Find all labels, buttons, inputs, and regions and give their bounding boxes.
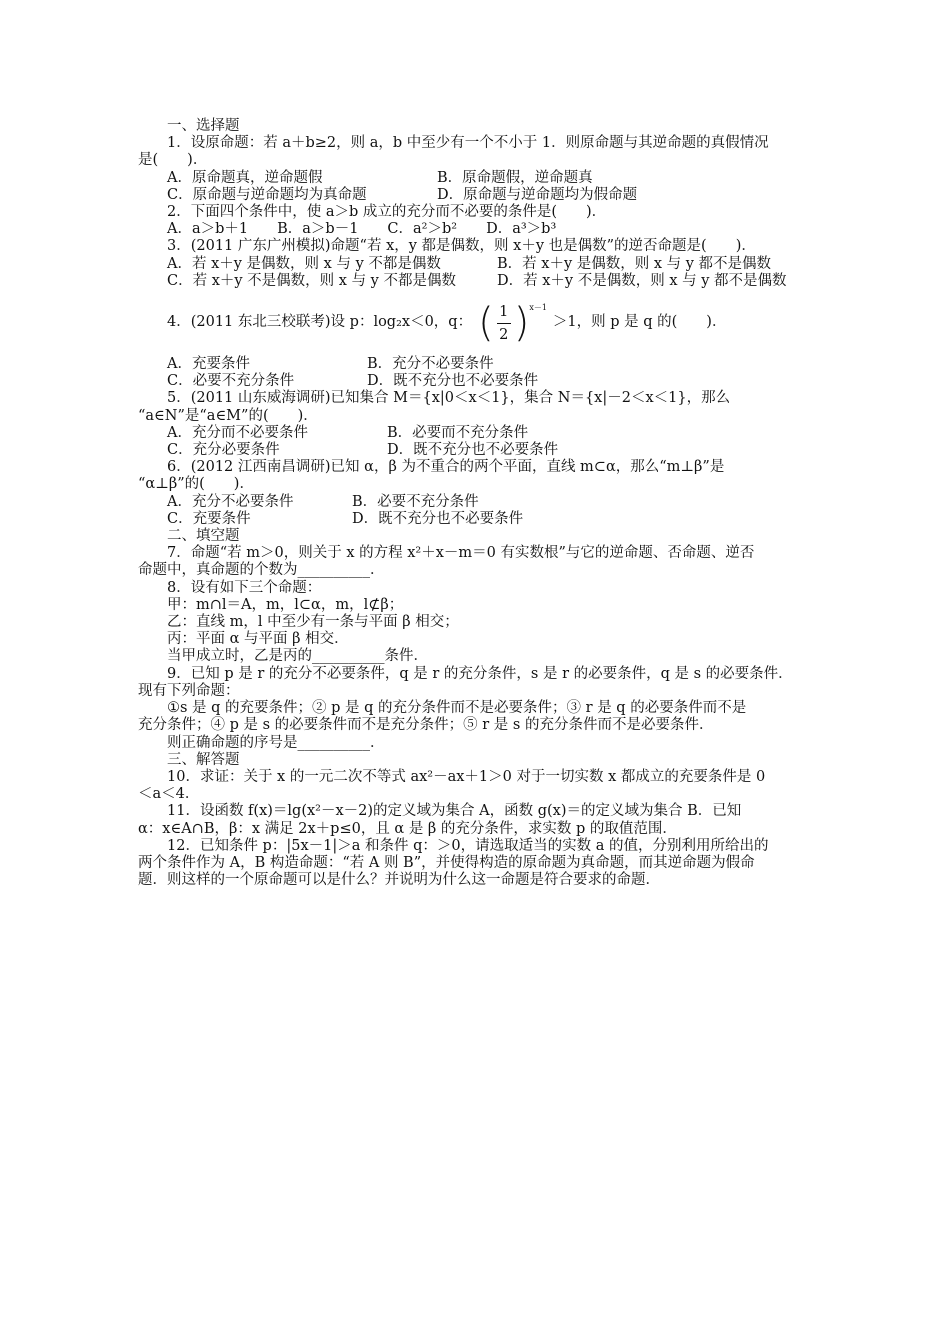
option-d: D．既不充分也不必要条件 [352, 510, 524, 527]
question-9-line-2: 现有下列命题： [138, 682, 240, 699]
question-4-prefix: 4．(2011 东北三校联考)设 p：log₂x＜0，q： [167, 314, 473, 331]
option-c: C．必要不充分条件 [167, 373, 295, 390]
fraction-one-half [497, 303, 511, 344]
question-8: 8．设有如下三个命题： [167, 579, 322, 596]
option-a: A．原命题真，逆命题假 [167, 169, 323, 186]
question-6-line-2: “α⊥β”的( )． [138, 476, 254, 493]
half-power-expression [478, 299, 547, 346]
question-12-line-2: 两个条件作为 A，B 构造命题：“若 A 则 B”，并使得构造的原命题为真命题，而其逆命题为假命 [138, 854, 755, 871]
option-a: A．充分而不必要条件 [167, 424, 308, 441]
option-d: D．原命题与逆命题均为假命题 [437, 186, 638, 203]
option-a: A．充要条件 [167, 356, 250, 373]
option-b: B．充分不必要条件 [367, 356, 494, 373]
question-4-options-row-1 [138, 356, 818, 373]
question-11-line-2: α：x∈A∩B，β：x 满足 2x＋p≤0，且 α 是 β 的充分条件，求实数 p 的取值范围． [138, 820, 677, 837]
option-d: D．既不充分也不必要条件 [387, 442, 559, 459]
fraction-bar [497, 323, 511, 324]
left-paren: ( [478, 299, 494, 346]
question-4 [138, 292, 818, 354]
question-4-suffix: ＞1，则 p 是 q 的( )． [552, 314, 727, 331]
question-12-line-3: 题．则这样的一个原命题可以是什么？并说明为什么这一命题是符合要求的命题． [138, 872, 660, 889]
option-d: D．若 x＋y 不是偶数，则 x 与 y 都不是偶数 [497, 272, 787, 289]
option-c: C．原命题与逆命题均为真命题 [167, 186, 367, 203]
fraction-numerator: 1 [499, 303, 509, 320]
question-10-line-1: 10．求证：关于 x 的一元二次不等式 ax²－ax＋1＞0 对于一切实数 x 都成立的充要条件是 0 [167, 768, 766, 785]
question-6-options-row-2 [138, 511, 818, 528]
option-a: A．充分不必要条件 [167, 493, 294, 510]
question-2: 2．下面四个条件中，使 a＞b 成立的充分而不必要的条件是( )． [167, 204, 607, 221]
question-9-line-4: 充分条件；④ p 是 s 的必要条件而不是充分条件；⑤ r 是 s 的充分条件而不是必要条件． [138, 717, 714, 734]
question-7-line-1: 7．命题“若 m＞0，则关于 x 的方程 x²＋x－m＝0 有实数根”与它的逆命题、否命题、逆否 [167, 545, 755, 562]
question-1-options-row-2 [138, 187, 818, 204]
worksheet [138, 118, 818, 889]
question-8-statement-bing: 丙：平面 α 与平面 β 相交． [167, 631, 349, 648]
option-b: B．原命题假，逆命题真 [437, 169, 593, 186]
question-9-line-5: 则正确命题的序号是__________． [167, 734, 385, 751]
option-b: B．若 x＋y 是偶数，则 x 与 y 都不是偶数 [497, 255, 772, 272]
question-11-line-1: 11．设函数 f(x)＝lg(x²－x－2)的定义域为集合 A，函数 g(x)＝的定义域为集合 B．已知 [167, 803, 742, 820]
question-5-line-1: 5．(2011 山东威海调研)已知集合 M＝{x|0＜x＜1}，集合 N＝{x|－2＜x＜1}，那么 [167, 390, 731, 407]
question-1-line-2: 是( )． [138, 152, 208, 169]
question-6-line-1: 6．(2012 江西南昌调研)已知 α，β 为不重合的两个平面，直线 m⊂α，那么“m⊥β”是 [167, 459, 725, 476]
option-c: C．若 x＋y 不是偶数，则 x 与 y 不都是偶数 [167, 272, 456, 289]
section-heading-fill: 二、填空题 [167, 528, 240, 545]
question-3-options-row-1 [138, 256, 818, 273]
question-9-line-3: ①s 是 q 的充要条件；② p 是 q 的充分条件而不是必要条件；③ r 是 q 的必要条件而不是 [167, 700, 747, 717]
section-heading-solve: 三、解答题 [167, 751, 240, 768]
option-b: B．必要而不充分条件 [387, 424, 529, 441]
option-c: C．充分必要条件 [167, 442, 280, 459]
option-b: B．必要不充分条件 [352, 493, 479, 510]
question-10-line-2: ＜a＜4． [138, 786, 200, 803]
question-5-line-2: “a∈N”是“a∈M”的( )． [138, 407, 318, 424]
fraction-denominator: 2 [499, 326, 509, 343]
question-5-options-row-2 [138, 442, 818, 459]
question-3-options-row-2 [138, 273, 818, 290]
question-5-options-row-1 [138, 425, 818, 442]
question-1-options-row-1 [138, 170, 818, 187]
question-2-options: A．a＞b＋1 B．a＞b－1 C．a²＞b² D．a³＞b³ [167, 221, 557, 238]
option-c: C．充要条件 [167, 510, 251, 527]
question-8-prompt: 当甲成立时，乙是丙的__________条件． [167, 648, 428, 665]
question-3: 3．(2011 广东广州模拟)命题“若 x，y 都是偶数，则 x＋y 也是偶数”的逆否命题是( )． [167, 238, 756, 255]
question-9-line-1: 9．已知 p 是 r 的充分不必要条件，q 是 r 的充分条件，s 是 r 的必要条件，q 是 s 的必要条件． [167, 665, 793, 682]
question-1-line-1: 1．设原命题：若 a＋b≥2，则 a，b 中至少有一个不小于 1．则原命题与其逆命题的真假情况 [167, 135, 769, 152]
exponent: x－1 [529, 302, 547, 312]
question-12-line-1: 12．已知条件 p：|5x－1|＞a 和条件 q：＞0，请选取适当的实数 a 的值，分别利用所给出的 [167, 837, 769, 854]
option-a: A．若 x＋y 是偶数，则 x 与 y 不都是偶数 [167, 255, 441, 272]
section-heading-choice: 一、选择题 [167, 118, 240, 134]
question-6-options-row-1 [138, 494, 818, 511]
question-7-line-2: 命题中，真命题的个数为__________． [138, 562, 385, 579]
question-4-options-row-2 [138, 373, 818, 390]
right-paren: ) [513, 299, 530, 346]
question-8-statement-yi: 乙：直线 m，l 中至少有一条与平面 β 相交； [167, 614, 459, 631]
option-d: D．既不充分也不必要条件 [367, 373, 539, 390]
question-8-statement-jia: 甲：m∩l＝A，m，l⊂α，m，l⊄β； [167, 596, 404, 613]
